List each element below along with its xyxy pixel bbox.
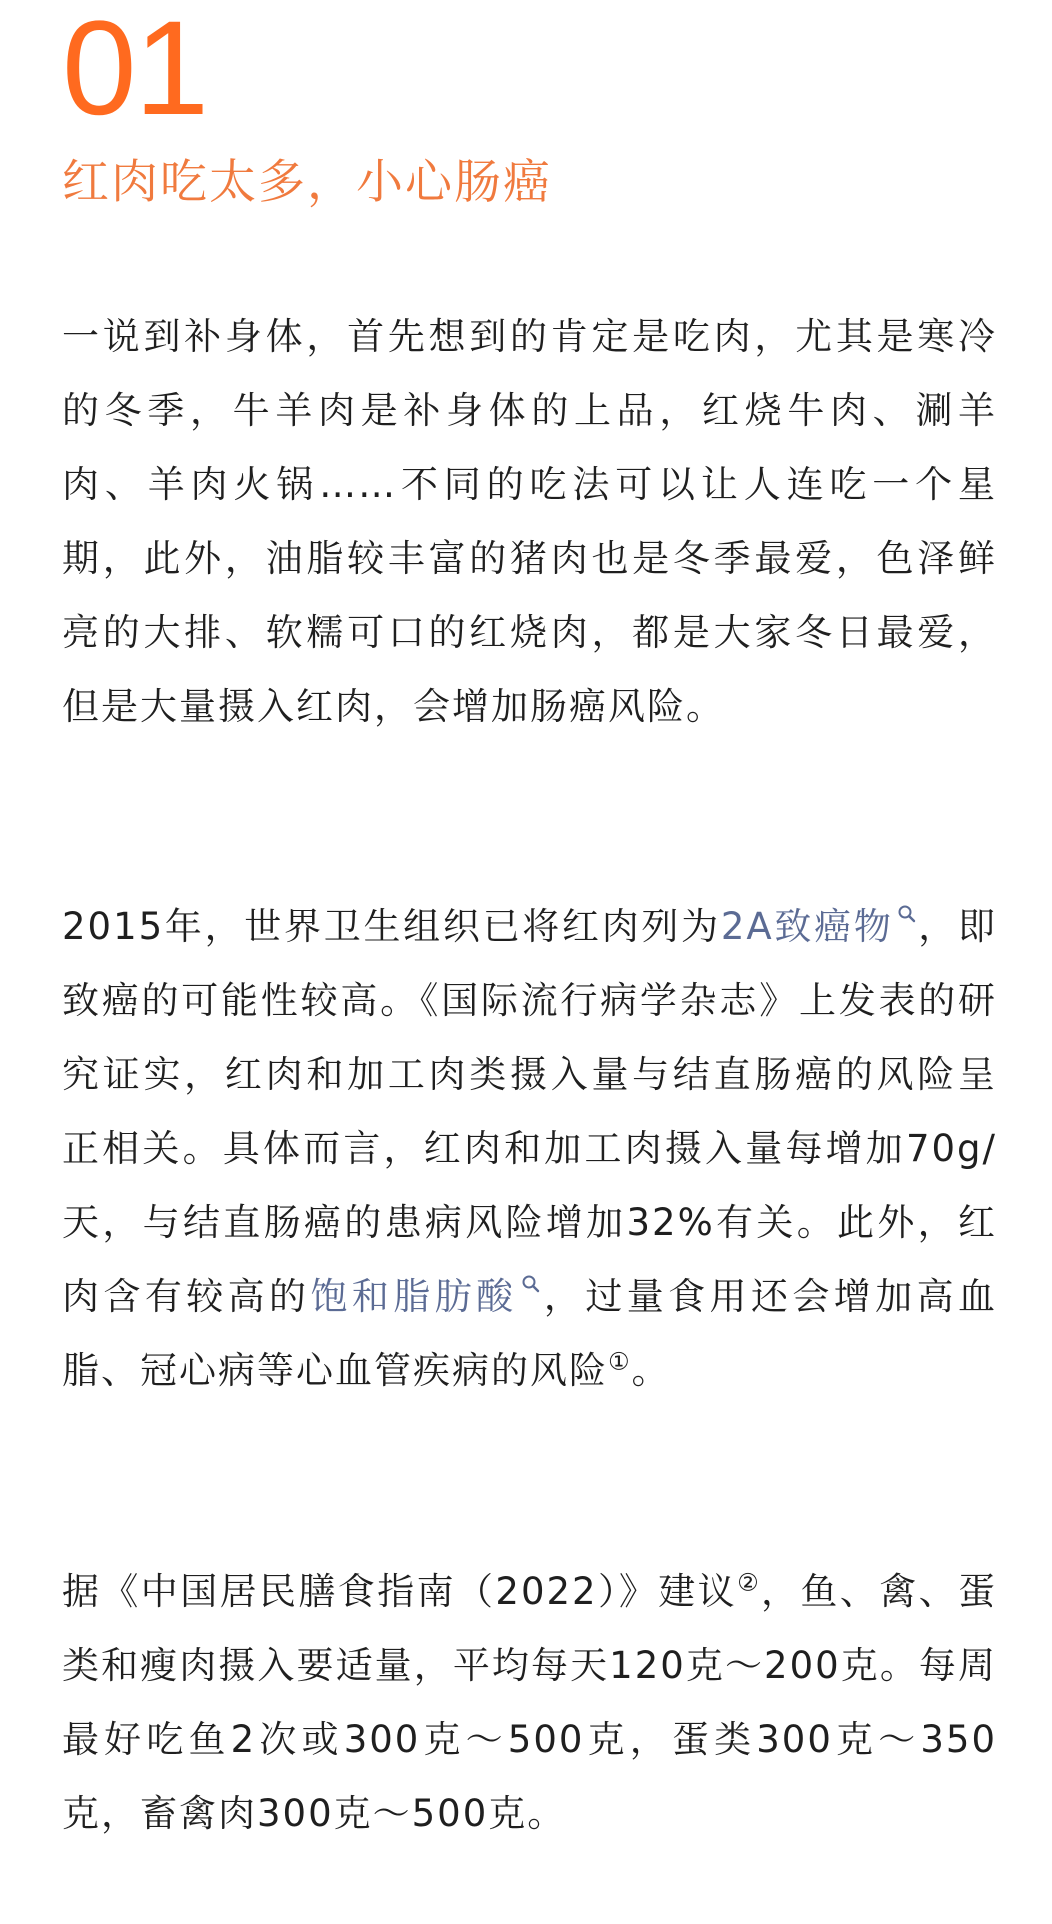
paragraph-text: 据《中国居民膳食指南（2022）》建议 [62, 1570, 738, 1613]
paragraph-text: 2015年，世界卫生组织已将红肉列为 [62, 905, 721, 948]
reference-marker: ① [608, 1347, 632, 1376]
paragraph-text: ，鱼、禽、蛋类和瘦肉摄入要适量，平均每天120克～200克。每周最好吃鱼2次或300克～500克，蛋类300克～350克，畜禽肉300克～500克。 [62, 1570, 998, 1835]
reference-marker: ② [737, 1568, 761, 1597]
section-title: 红肉吃太多，小心肠癌 [62, 155, 552, 210]
search-icon[interactable] [898, 904, 916, 926]
paragraph-text: 。 [631, 1349, 671, 1392]
link-2a-carcinogen[interactable]: 2A致癌物 [720, 905, 894, 948]
paragraph-text: ，即致癌的可能性较高。《国际流行病学杂志》上发表的研究证实，红肉和加工肉类摄入量与结直肠癌的风险呈正相关。具体而言，红肉和加工肉摄入量每增加70g/天，与结直肠癌的患病风险增加32%有关。此外，红肉含有较高的 [62, 905, 997, 1318]
paragraph-who [62, 890, 997, 1408]
paragraph-intro [62, 300, 997, 744]
paragraph-guideline [62, 1555, 997, 1851]
paragraph-text: ，过量食用还会增加高血脂、冠心病等心血管疾病的风险 [62, 1275, 998, 1392]
section-number: 01 [62, 0, 208, 143]
paragraph-text: 一说到补身体，首先想到的肯定是吃肉，尤其是寒冷的冬季，牛羊肉是补身体的上品，红烧牛肉、涮羊肉、羊肉火锅……不同的吃法可以让人连吃一个星期，此外，油脂较丰富的猪肉也是冬季最爱，色泽鲜亮的大排、软糯可口的红烧肉，都是大家冬日最爱，但是大量摄入红肉，会增加肠癌风险。 [62, 315, 997, 728]
search-icon[interactable] [522, 1274, 540, 1296]
link-saturated-fatty-acid[interactable]: 饱和脂肪酸 [310, 1275, 518, 1318]
